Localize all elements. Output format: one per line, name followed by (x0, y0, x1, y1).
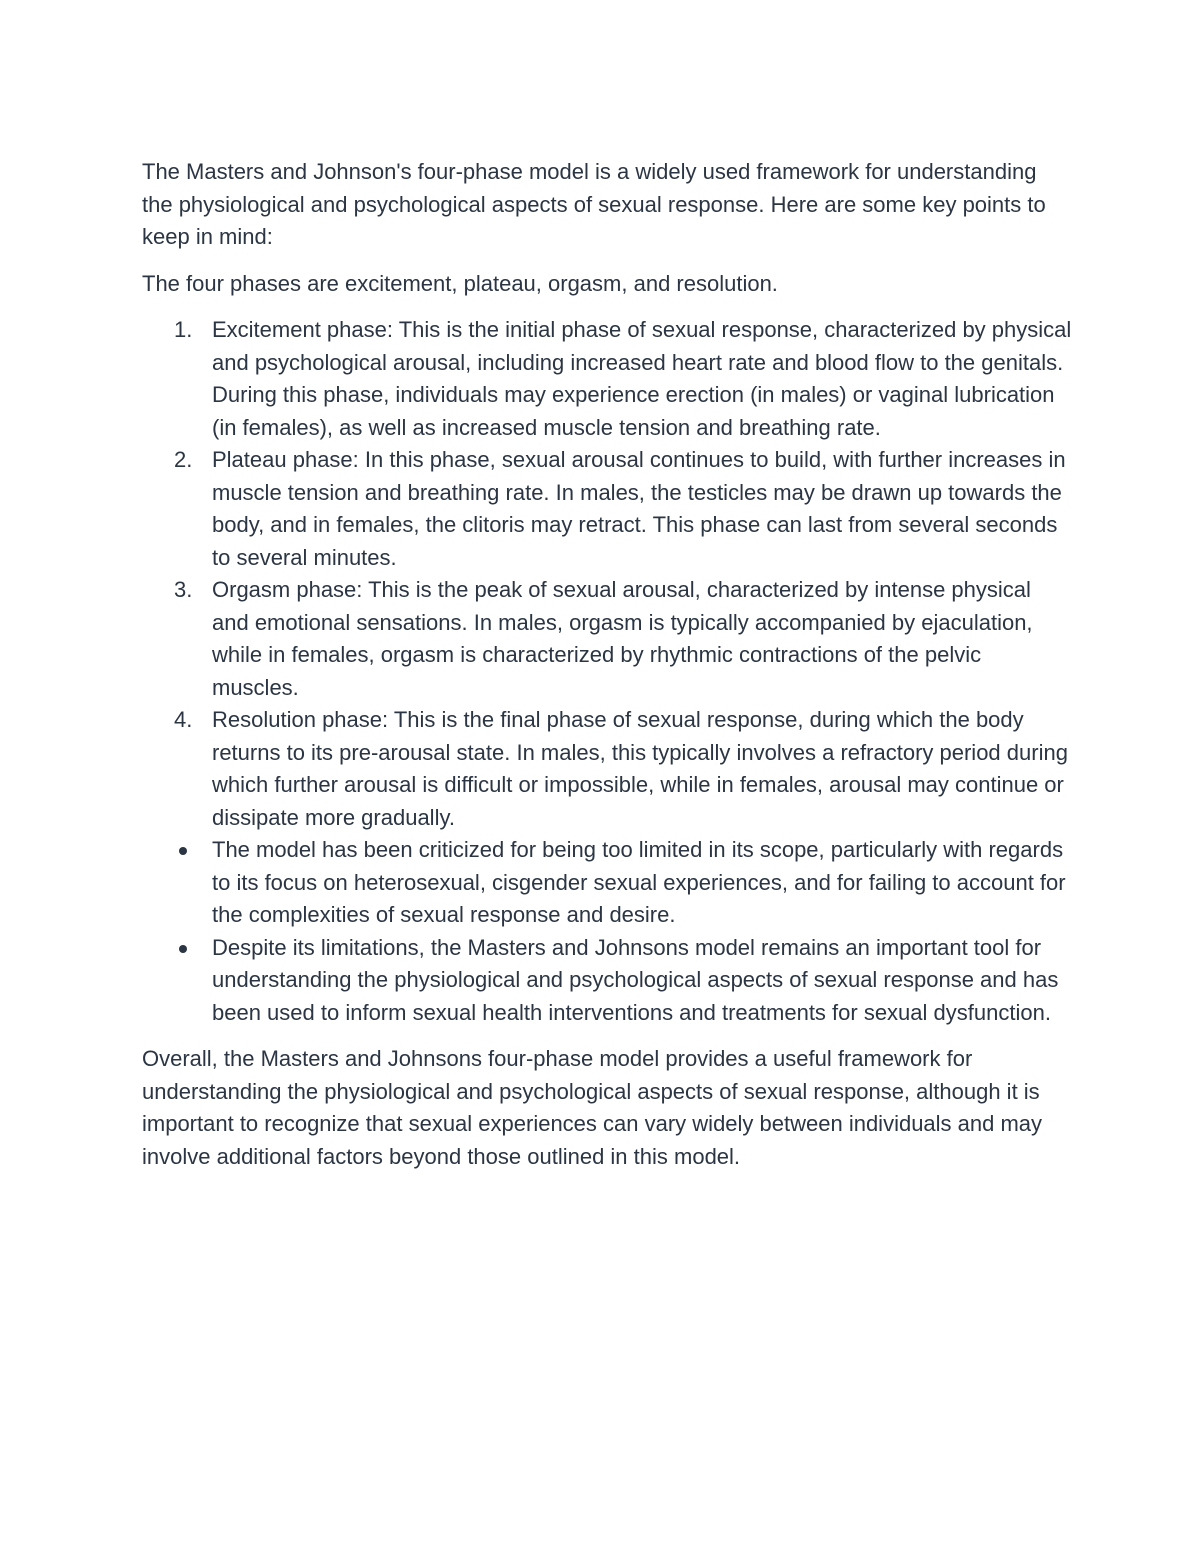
intro-paragraph: The Masters and Johnson's four-phase model is a widely used framework for understanding the physiological and psychological aspects of sexual response. Here are some key points to keep in mind: (142, 159, 1046, 249)
list-item-text: Plateau phase: In this phase, sexual arousal continues to build, with further increases in muscle tension and breathing rate. In males, the testicles may be drawn up towards the body, and in females, the clitoris may retract. This phase can last from several seconds to several minutes. (212, 447, 1066, 570)
list-item (142, 444, 1072, 574)
list-number: 3. (174, 577, 193, 602)
list-number: 4. (174, 707, 193, 732)
document-page (142, 156, 1072, 1173)
phases-intro-paragraph: The four phases are excitement, plateau, orgasm, and resolution. (142, 270, 778, 296)
list-item-text: Resolution phase: This is the final phase of sexual response, during which the body returns to its pre-arousal state. In males, this typically involves a refractory period during which further arousal is difficult or impossible, while in females, arousal may continue or dissipate more gradually. (212, 707, 1068, 830)
list-item (142, 704, 1072, 834)
list-item-text: Excitement phase: This is the initial phase of sexual response, characterized by physical and psychological arousal, including increased heart rate and blood flow to the genitals. During this phase, individuals may experience erection (in males) or vaginal lubrication (in females), as well as increased muscle tension and breathing rate. (212, 317, 1072, 440)
conclusion-paragraph: Overall, the Masters and Johnsons four-phase model provides a useful framework for understanding the physiological and psychological aspects of sexual response, although it is important to recognize that sexual experiences can vary widely between individuals and may involve additional factors beyond those outlined in this model. (142, 1046, 1043, 1169)
list-item (142, 574, 1072, 704)
list-item-text: Orgasm phase: This is the peak of sexual arousal, characterized by intense physical and emotional sensations. In males, orgasm is typically accompanied by ejaculation, while in females, orgasm is characterized by rhythmic contractions of the pelvic muscles. (212, 577, 1033, 700)
list-number: 2. (174, 447, 193, 472)
list-item (142, 834, 1072, 932)
list-number: 1. (174, 317, 193, 342)
list-item-text: Despite its limitations, the Masters and Johnsons model remains an important tool for understanding the physiological and psychological aspects of sexual response and has been used to inform sexual health interventions and treatments for sexual dysfunction. (212, 934, 1059, 1025)
bullet-dot-icon (179, 945, 187, 953)
list-item-text: The model has been criticized for being too limited in its scope, particularly with regards to its focus on heterosexual, cisgender sexual experiences, and for failing to account for the complexities of sexual response and desire. (212, 837, 1066, 927)
bullet-dot-icon (179, 847, 187, 855)
list-item (142, 314, 1072, 444)
list-item (142, 932, 1072, 1030)
bullet-list (142, 834, 1072, 1029)
numbered-list (142, 314, 1072, 834)
